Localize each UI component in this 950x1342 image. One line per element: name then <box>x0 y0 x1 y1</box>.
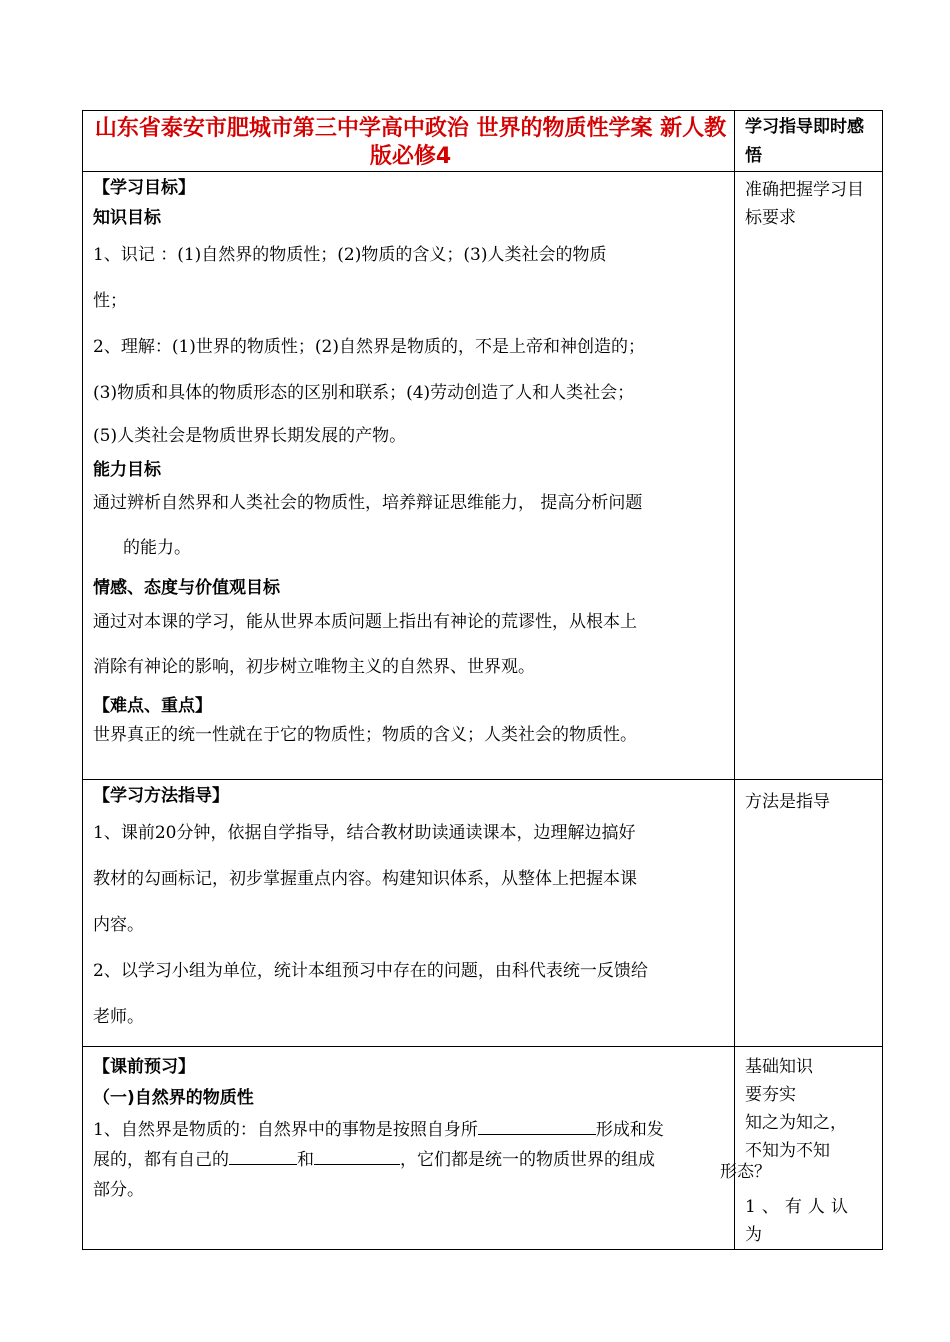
goal-item-2-cont: (3)物质和具体的物质形态的区别和联系；(4)劳动创造了人和人类社会； <box>93 383 635 403</box>
worksheet-table <box>82 110 883 1250</box>
knowledge-goals-heading: 知识目标 <box>93 208 161 228</box>
preview-question-1 <box>93 1115 726 1145</box>
preview-question-1-cont <box>93 1145 726 1175</box>
q1-text-e: ，它们都是统一的物质世界的组成 <box>400 1150 655 1170</box>
learning-goals-heading: 【学习目标】 <box>93 178 195 198</box>
side-note-line-1: 基础知识 <box>745 1057 813 1077</box>
method-guide-heading: 【学习方法指导】 <box>93 786 229 806</box>
method-item-1: 1、课前20分钟，依据自学指导，结合教材助读通读课本，边理解边搞好 <box>93 823 636 843</box>
goals-side-note: 准确把握学习目标要求 <box>745 180 864 228</box>
ability-goals-heading: 能力目标 <box>93 460 161 480</box>
overflow-text: 形态？ <box>720 1162 771 1182</box>
ability-goal-text-cont: 的能力。 <box>123 538 191 558</box>
q1-text-b: 形成和发 <box>595 1120 664 1140</box>
side-column-header: 学习指导即时感悟 <box>745 117 864 166</box>
preview-subheading: （一)自然界的物质性 <box>93 1088 254 1108</box>
ability-goal-text: 通过辨析自然界和人类社会的物质性，培养辩证思维能力， 提高分析问题 <box>93 493 643 513</box>
goal-item-2: 2、理解：(1)世界的物质性；(2)自然界是物质的，不是上帝和神创造的； <box>93 337 645 357</box>
fill-blank-3[interactable] <box>314 1146 400 1165</box>
emotion-goals-heading: 情感、态度与价值观目标 <box>93 578 280 598</box>
fill-blank-2[interactable] <box>229 1146 297 1165</box>
side-note-line-4: 不知为不知 <box>745 1141 830 1161</box>
goal-item-1-cont: 性； <box>93 291 127 311</box>
q1-text-d: 和 <box>297 1150 314 1170</box>
worksheet <box>82 110 882 1250</box>
method-item-1-end: 内容。 <box>93 915 144 935</box>
page-title: 山东省泰安市肥城市第三中学高中政治 世界的物质性学案 新人教版必修4 <box>94 116 727 169</box>
key-points-heading: 【难点、重点】 <box>93 696 212 716</box>
header-row <box>83 111 883 172</box>
goal-item-2-end: (5)人类社会是物质世界长期发展的产物。 <box>93 426 407 446</box>
side-note-line-5: 1、有人认为 <box>745 1197 854 1245</box>
fill-blank-1[interactable] <box>478 1116 596 1135</box>
q1-text-c: 展的，都有自己的 <box>93 1150 229 1170</box>
goal-item-1: 1、识记 ：(1)自然界的物质性；(2)物质的含义；(3)人类社会的物质 <box>93 245 607 265</box>
emotion-goal-text-cont: 消除有神论的影响，初步树立唯物主义的自然界、世界观。 <box>93 657 535 677</box>
preview-side-notes <box>735 1047 882 1249</box>
preview-row <box>83 1047 883 1250</box>
preview-question-1-end: 部分。 <box>93 1180 144 1200</box>
preview-heading: 【课前预习】 <box>93 1057 195 1077</box>
key-points-text: 世界真正的统一性就在于它的物质性；物质的含义；人类社会的物质性。 <box>93 725 637 745</box>
q1-text-a: 1、自然界是物质的：自然界中的事物是按照自身所 <box>93 1120 478 1140</box>
method-item-2-cont: 老师。 <box>93 1007 144 1027</box>
side-note-line-3: 知之为知之， <box>745 1113 847 1133</box>
learning-goals-row <box>83 172 883 780</box>
emotion-goal-text: 通过对本课的学习，能从世界本质问题上指出有神论的荒谬性，从根本上 <box>93 612 637 632</box>
side-note-line-2: 要夯实 <box>745 1085 796 1105</box>
method-side-note: 方法是指导 <box>745 792 830 812</box>
method-guide-row <box>83 780 883 1047</box>
method-item-1-cont: 教材的勾画标记，初步掌握重点内容。构建知识体系，从整体上把握本课 <box>93 869 637 889</box>
method-item-2: 2、以学习小组为单位，统计本组预习中存在的问题，由科代表统一反馈给 <box>93 961 648 981</box>
